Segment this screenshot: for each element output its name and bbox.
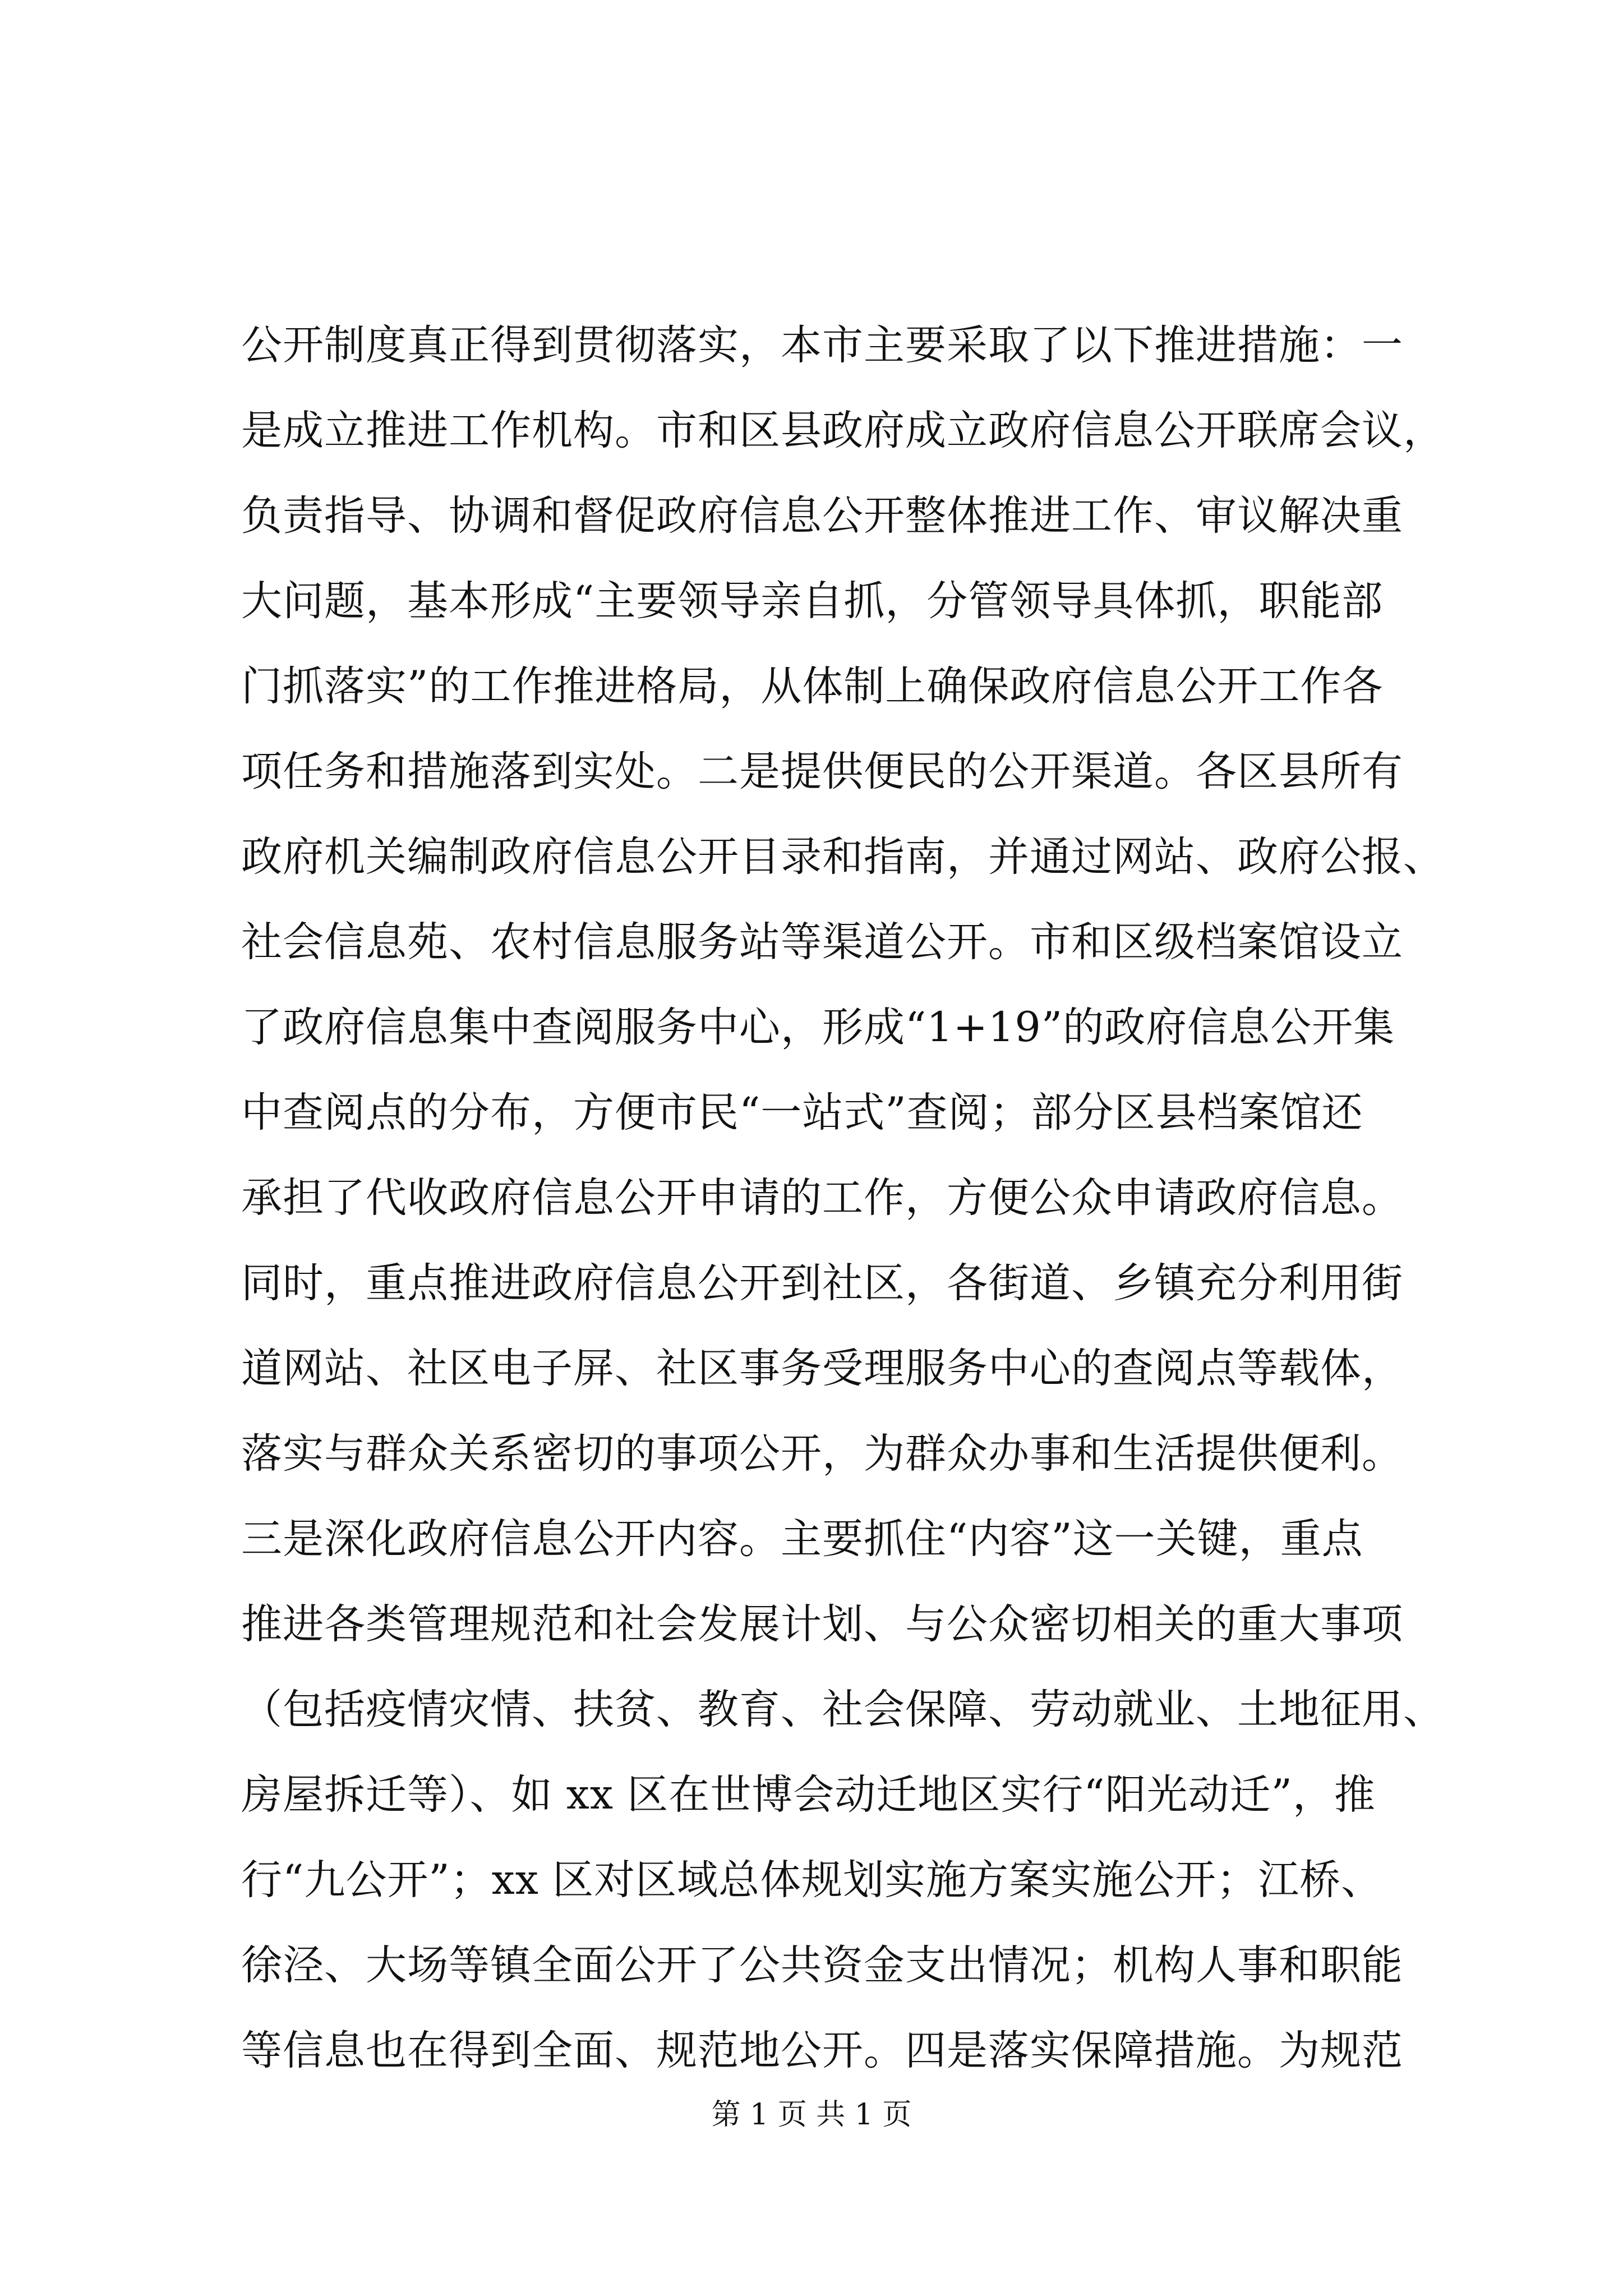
text-line: （包括疫情灾情、扶贫、教育、社会保障、劳动就业、土地征用、 (241, 1686, 1445, 1733)
text-line: 公开制度真正得到贯彻落实，本市主要采取了以下推进措施：一 (241, 321, 1403, 369)
text-line: 门抓落实”的工作推进格局，从体制上确保政府信息公开工作各 (241, 662, 1384, 710)
text-line: 项任务和措施落到实处。二是提供便民的公开渠道。各区县所有 (241, 748, 1403, 795)
text-line: 行“九公开”；xx 区对区域总体规划实施方案实施公开；江桥、 (241, 1856, 1383, 1904)
text-line: 负责指导、协调和督促政府信息公开整体推进工作、审议解决重 (241, 492, 1403, 540)
text-line: 中查阅点的分布，方便市民“一站式”查阅；部分区县档案馆还 (241, 1089, 1363, 1137)
text-line: 了政府信息集中查阅服务中心，形成“1+19”的政府信息公开集 (241, 1004, 1395, 1051)
text-line: 三是深化政府信息公开内容。主要抓住“内容”这一关键，重点 (241, 1515, 1363, 1563)
text-line: 承担了代收政府信息公开申请的工作，方便公众申请政府信息。 (241, 1174, 1403, 1222)
text-line: 道网站、社区电子屏、社区事务受理服务中心的查阅点等载体， (241, 1345, 1403, 1392)
text-line: 大问题，基本形成“主要领导亲自抓，分管领导具体抓，职能部 (241, 577, 1384, 625)
body-text (241, 303, 1464, 2093)
text-line: 社会信息苑、农村信息服务站等渠道公开。市和区级档案馆设立 (241, 918, 1403, 966)
text-line: 推进各类管理规范和社会发展计划、与公众密切相关的重大事项 (241, 1600, 1403, 1648)
text-line: 等信息也在得到全面、规范地公开。四是落实保障措施。为规范 (241, 2027, 1403, 2074)
text-line: 是成立推进工作机构。市和区县政府成立政府信息公开联席会议， (241, 407, 1445, 454)
text-line: 落实与群众关系密切的事项公开，为群众办事和生活提供便利。 (241, 1430, 1403, 1478)
text-line: 徐泾、大场等镇全面公开了公共资金支出情况；机构人事和职能 (241, 1941, 1403, 1989)
text-line: 房屋拆迁等）、如 xx 区在世博会动迁地区实行“阳光动迁”，推 (241, 1771, 1376, 1819)
text-line: 同时，重点推进政府信息公开到社区，各街道、乡镇充分利用街 (241, 1259, 1403, 1307)
text-line: 政府机关编制政府信息公开目录和指南，并通过网站、政府公报、 (241, 833, 1445, 881)
page-footer: 第 1 页 共 1 页 (711, 2098, 912, 2132)
